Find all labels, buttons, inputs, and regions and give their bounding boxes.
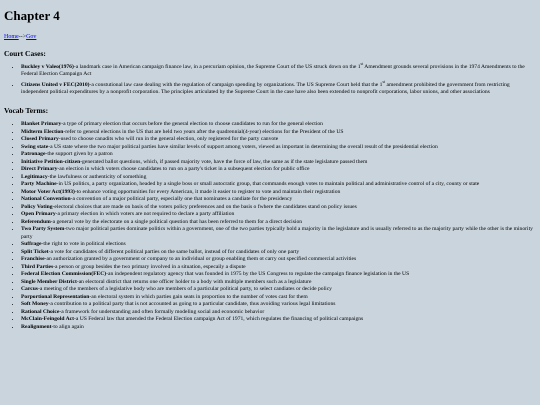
- list-item: [21, 279, 536, 287]
- vocab-term: National Convention: [21, 196, 71, 202]
- vocab-term: Closed Primary: [21, 136, 59, 142]
- list-item: [21, 61, 536, 78]
- breadcrumb: [4, 33, 536, 41]
- list-item: [21, 301, 536, 309]
- list-item: [21, 264, 536, 272]
- vocab-term: Patronage: [21, 151, 46, 157]
- vocab-term: Legitimacy: [21, 173, 48, 180]
- vocab-heading: Vocab Terms:: [4, 106, 49, 115]
- vocab-definition: -a general vote by the electorate on a single political question that has been referred to them for a direct decision: [50, 218, 303, 225]
- case-description: -a constutional law case dealing with the regulation of campaign spending by organizations. The US Supreme Court held that the 1: [89, 82, 383, 88]
- vocab-term: Referendum: [21, 218, 51, 225]
- list-item: [21, 219, 536, 227]
- list-item: [21, 181, 536, 189]
- vocab-term: Two Party System: [21, 226, 65, 232]
- list-item: [21, 189, 536, 197]
- vocab-term: Single Member District: [21, 278, 77, 285]
- vocab-term: Initiative Petition-citizen: [21, 158, 81, 165]
- vocab-definition: -an electoral district that returns one officer holder to a body with multiple members such as a legislature: [76, 278, 312, 285]
- court-cases-list: [4, 61, 536, 96]
- list-item: [21, 256, 536, 264]
- vocab-term: Federal Election Commission(FEC): [21, 271, 107, 277]
- vocab-definition: -a framework for understanding and often formally modeling social and economic behavior: [59, 308, 265, 315]
- vocab-definition: -two major political parties dominate politics within a government, one of the two parties typically hold a majority in the legislature and is usually referred to as the majority party while the other is the minority party: [21, 226, 533, 240]
- vocab-term: Blanket Primary: [21, 121, 62, 127]
- court-cases-heading: Court Cases:: [4, 49, 46, 58]
- vocab-term: Porportional Representation: [21, 293, 90, 300]
- case-description: Amendment grounds several provisions in the 1974 Amendments to the Federal Election Campaign Act: [21, 64, 525, 77]
- list-item: [21, 309, 536, 317]
- list-item: [21, 211, 536, 219]
- vocab-definition: -the right to vote in political elections: [41, 241, 126, 247]
- vocab-term: Direct Primary: [21, 166, 58, 172]
- case-name: Buckley v Valeo(1976): [21, 64, 74, 70]
- list-item: [21, 286, 536, 294]
- vocab-definition: -a convention of a major political party, especially one that nominates a candiate for the presidency: [70, 196, 293, 202]
- vocab-definition: -a US state where the two major political parties have similar levels of support among voters, viewed as important in determining the overall result of the presidential election: [48, 143, 438, 150]
- ordinal-suffix: st: [360, 61, 364, 67]
- list-item: [21, 271, 536, 279]
- vocab-term: Realignment: [21, 323, 52, 330]
- vocab-term: Suffrage: [21, 241, 42, 247]
- vocab-definition: -a type of primary election that occurs before the general election to choose candidates to run for the general election: [61, 121, 323, 127]
- vocab-definition: -a person or group besides the two primary involved in a situation, especaily a dispute: [53, 263, 246, 270]
- vocab-term: Franchise: [21, 256, 45, 262]
- list-item: [21, 136, 536, 144]
- vocab-definition: -the lawfulness or authenticity of something: [47, 173, 147, 180]
- list-item: [21, 204, 536, 212]
- page-title: Chapter 4: [4, 8, 60, 23]
- vocab-term: Open Primary: [21, 211, 56, 217]
- case-name: Citizens United v FEC(2010): [21, 82, 90, 88]
- vocab-definition: -to enhance voting opportunities for every American, it made it easier to register to vote and maintain their registration: [74, 188, 341, 195]
- vocab-definition: -the support given by a patron: [45, 151, 113, 157]
- list-item: [21, 324, 536, 332]
- vocab-term: Rational Choice: [21, 308, 60, 315]
- vocab-definition: -a US Federal law that amended the Federal Election campaign Act of 1971, which regulates the financing of political campaigns: [73, 316, 364, 322]
- breadcrumb-gov-link[interactable]: Gov: [26, 34, 37, 40]
- vocab-definition: -an electoral system in which parties gain seats in proportion to the number of votes cast for them: [89, 293, 308, 300]
- vocab-definition: -in US politics, a party organization, headed by a single boss or small autocratic group, that commands enough votes to maintain political and administrative control of a city, county or state: [56, 181, 480, 187]
- list-item: [21, 121, 536, 129]
- list-item: [21, 226, 536, 241]
- vocab-definition: -generated ballot questions, which, if passed majority vote, have the force of law, the same as if the state legislature passed them: [80, 158, 368, 165]
- list-item: [21, 144, 536, 152]
- vocab-term: Swing state: [21, 143, 49, 150]
- vocab-definition: -an authorization granted by a government or company to an individual or group enabling them ot carry out specified commercial activities: [44, 256, 357, 262]
- list-item: [21, 166, 536, 174]
- vocab-term: Split Ticket: [21, 248, 49, 255]
- ordinal-suffix: st: [382, 79, 386, 85]
- vocab-term: McClain-Feingold Act: [21, 316, 74, 322]
- vocab-term: Soft Money: [21, 301, 49, 307]
- vocab-definition: -electoral choices that are made on basis of the voters policy preferences and on the basis o fwhere the candidates stand on policy issues: [52, 203, 357, 210]
- list-item: [21, 79, 536, 96]
- vocab-term: Policy Voting: [21, 203, 53, 210]
- breadcrumb-separator: -->: [18, 34, 27, 40]
- vocab-definition: -a vote for candidates of different political parties on the same ballot, instead of for candidates of only one party: [48, 248, 300, 255]
- list-item: [21, 196, 536, 204]
- list-item: [21, 159, 536, 167]
- vocab-definition: -an election in which voters choose candidates to run on a party's ticket in a subsequent election for public office: [57, 166, 310, 172]
- list-item: [21, 241, 536, 249]
- vocab-term: Party Machine: [21, 181, 57, 187]
- vocab-definition: -a primary election in which voters are not required to declare a party affiliation: [55, 211, 235, 217]
- case-description: amendment prohibited the government from restricting independent political expenditures by a nonprofit corporation. The principles articulated by the Supreme Court in the case have also been extended to nonprofit corporations, labor unions, and other associations: [21, 82, 510, 95]
- breadcrumb-home-link[interactable]: Home: [4, 34, 19, 40]
- list-item: [21, 151, 536, 159]
- vocab-term: Third Parties: [21, 263, 54, 270]
- case-description: -a landmark case in American campaign finance law, in a percuriam opinion, the Supreme Court of the US struck down on the 1: [73, 64, 361, 70]
- list-item: [21, 294, 536, 302]
- vocab-list: [4, 121, 536, 331]
- vocab-definition: -a meeting of the members of a legislative body who are members of a particular political party, to select candiates or decide policy: [38, 286, 332, 292]
- vocab-definition: -used to choose canadits who will run in the general election, only registered for the party canvote: [58, 136, 279, 142]
- list-item: [21, 249, 536, 257]
- list-item: [21, 129, 536, 137]
- vocab-definition: -a contribution to a political party that is not accounted as going to a particular candidate, thus avoiding various legal limitations: [48, 301, 336, 307]
- vocab-definition: -refer to general elections in the US that are held two years after the quadrennial(4-year) elections for the President of the US: [63, 128, 344, 135]
- vocab-term: Motor Voter Act(1993): [21, 188, 75, 195]
- vocab-term: Carcus: [21, 286, 38, 292]
- vocab-definition: -to align again: [51, 323, 84, 330]
- list-item: [21, 174, 536, 182]
- vocab-term: Midterm Election: [21, 128, 64, 135]
- vocab-definition: -an independent regulatory agency that was founded in 1975 by the US Congress to regulate the campaign finance legislation in the US: [106, 271, 410, 277]
- list-item: [21, 316, 536, 324]
